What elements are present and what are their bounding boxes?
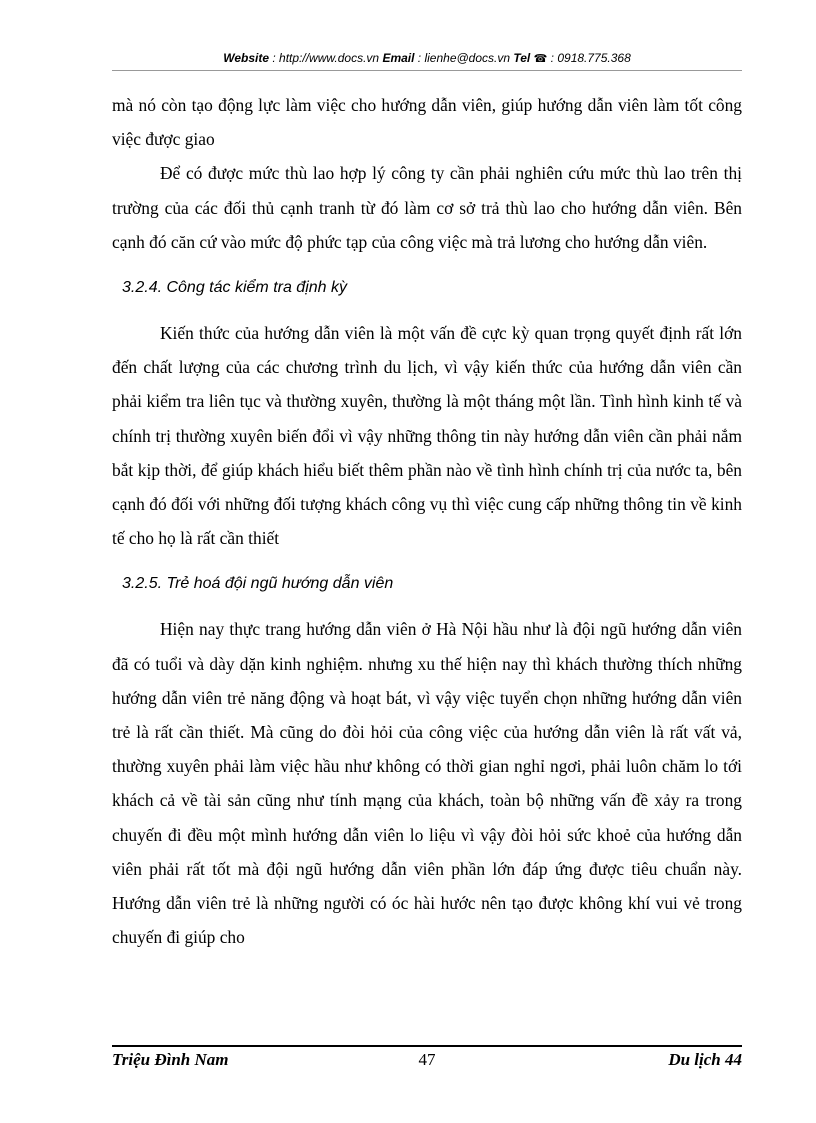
footer-course: Du lịch 44 xyxy=(668,1050,742,1069)
tel-value: : 0918.775.368 xyxy=(550,51,631,65)
page-number: 47 xyxy=(418,1050,436,1069)
section-heading-3-2-5: 3.2.5. Trẻ hoá đội ngũ hướng dẫn viên xyxy=(122,575,394,593)
page-header xyxy=(112,51,742,65)
website-value: : http://www.docs.vn xyxy=(272,51,380,65)
paragraph-4: Hiện nay thực trang hướng dẫn viên ở Hà Nội hầu như là đội ngũ hướng dẫn viên đã có tuổi và dày dặn kinh nghiệm. nhưng xu thế hiện nay thì khách thường thích những hướng dẫn viên trẻ năng động và hoạt bát, vì vậy việc tuyển chọn những hướng dẫn viên trẻ là rất cần thiết. Mà cũng do đòi hỏi của công việc của hướng dẫn viên là rất vất vả, thường xuyên phải làm việc hầu như không có thời gian nghỉ ngơi, phải luôn chăm lo tới khách cả về tài sản cũng như tính mạng của khách, toàn bộ những vấn đề xảy ra trong chuyến đi đều một mình hướng dẫn viên lo liệu vì vậy đòi hỏi sức khoẻ của hướng dẫn viên phải rất tốt mà đội ngũ hướng dẫn viên phần lớn đáp ứng được tiêu chuẩn này. Hướng dẫn viên trẻ là những người có óc hài hước nên tạo được không khí vui vẻ trong chuyến đi giúp cho xyxy=(112,619,742,948)
page-footer xyxy=(112,1050,742,1074)
footer-author: Triệu Đình Nam xyxy=(112,1050,229,1069)
email-value: : lienhe@docs.vn xyxy=(417,51,511,65)
paragraph-2: Để có được mức thù lao hợp lý công ty cần phải nghiên cứu mức thù lao trên thị trường của các đối thủ cạnh tranh từ đó làm cơ sở trả thù lao cho hướng dẫn viên. Bên cạnh đó căn cứ vào mức độ phức tạp của công việc mà trả lương cho hướng dẫn viên. xyxy=(112,163,742,252)
telephone-icon: ☎ xyxy=(533,53,548,65)
section-heading-3-2-4: 3.2.4. Công tác kiểm tra định kỳ xyxy=(122,279,347,297)
paragraph-1: mà nó còn tạo động lực làm việc cho hướng dẫn viên, giúp hướng dẫn viên làm tốt công việc được giao xyxy=(112,95,742,150)
header-divider xyxy=(112,70,742,71)
document-body xyxy=(112,88,742,954)
footer-divider xyxy=(112,1045,742,1047)
website-label: Website xyxy=(223,51,270,65)
paragraph-3: Kiến thức của hướng dẫn viên là một vấn đề cực kỳ quan trọng quyết định rất lớn đến chất lượng của các chương trình du lịch, vì vậy kiến thức của hướng dẫn viên cần phải kiểm tra liên tục và thường xuyên, thường là một tháng một lần. Tình hình kinh tế và chính trị thường xuyên biến đổi vì vậy những thông tin này hướng dẫn viên cần phải nắm bắt kịp thời, để giúp khách hiểu biết thêm phần nào về tình hình chính trị của nước ta, bên cạnh đó đối với những đối tượng khách công vụ thì việc cung cấp những thông tin về kinh tế cho họ là rất cần thiết xyxy=(112,323,742,549)
tel-label: Tel xyxy=(513,51,531,65)
email-label: Email xyxy=(382,51,415,65)
